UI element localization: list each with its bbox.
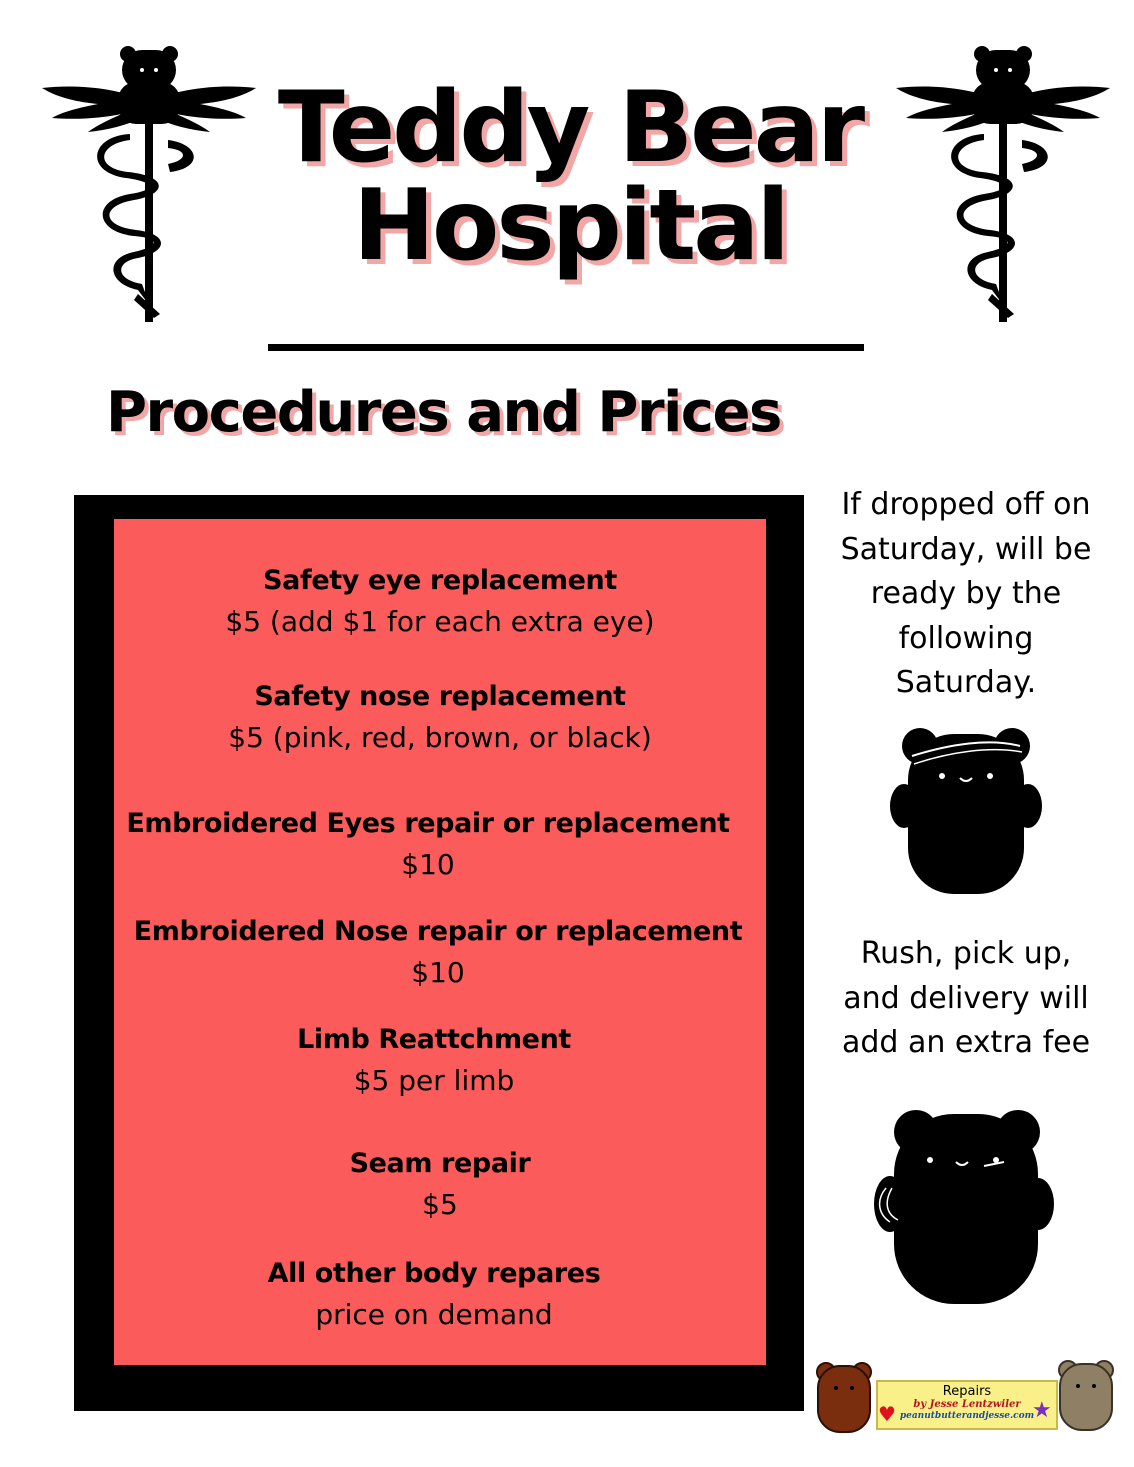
procedure-name: Embroidered Nose repair or replacement: [133, 916, 743, 947]
procedure-name: Embroidered Eyes repair or replacement: [126, 808, 730, 839]
procedure-price: $5 (add $1 for each extra eye): [225, 605, 655, 638]
heart-icon: ♥: [878, 1402, 896, 1426]
procedure-item: [114, 1144, 766, 1226]
logo-line3: peanutbutterandjesse.com: [899, 1411, 1035, 1421]
procedure-price: $5: [422, 1188, 458, 1221]
procedure-item: [102, 804, 754, 886]
logo-banner: [876, 1380, 1058, 1430]
procedure-price: price on demand: [315, 1298, 553, 1331]
procedure-name: Seam repair: [349, 1148, 531, 1179]
procedure-item: [108, 1254, 760, 1336]
procedure-name: Limb Reattchment: [297, 1024, 571, 1055]
tan-bear-icon: [1054, 1358, 1118, 1434]
repairs-logo: [812, 1358, 1120, 1438]
procedure-name: Safety nose replacement: [254, 681, 626, 712]
procedure-item: [112, 912, 764, 994]
price-list-panel: [114, 519, 766, 1365]
logo-line2: by Jesse Lentzwiler: [913, 1399, 1021, 1410]
dropoff-note: If dropped off on Saturday, will be ready by the following Saturday.: [840, 487, 1092, 700]
procedure-item: [114, 561, 766, 643]
procedure-price: $10: [411, 956, 465, 989]
procedure-name: Safety eye replacement: [263, 565, 617, 596]
page-title-line2: Hospital: [353, 169, 787, 283]
caduceus-bear-icon: [892, 44, 1114, 328]
procedure-price: $5 (pink, red, brown, or black): [228, 721, 652, 754]
procedure-item: [114, 677, 766, 759]
logo-line1: Repairs: [942, 1384, 992, 1399]
section-heading: Procedures and Prices: [106, 380, 781, 445]
procedure-price: $10: [401, 848, 455, 881]
price-list-frame: [74, 495, 804, 1411]
brown-bear-icon: [812, 1360, 878, 1436]
procedure-name: All other body repares: [267, 1258, 601, 1289]
bandaged-bear-icon: [890, 724, 1042, 900]
stitched-bear-icon: [872, 1104, 1056, 1310]
caduceus-bear-icon: [38, 44, 260, 328]
title-divider: [268, 344, 864, 351]
page-title-line1: Teddy Bear: [277, 71, 863, 185]
rush-note: Rush, pick up, and delivery will add an extra fee: [841, 936, 1091, 1060]
star-icon: ★: [1032, 1398, 1052, 1423]
procedure-item: [108, 1020, 760, 1102]
procedure-price: $5 per limb: [353, 1064, 515, 1097]
